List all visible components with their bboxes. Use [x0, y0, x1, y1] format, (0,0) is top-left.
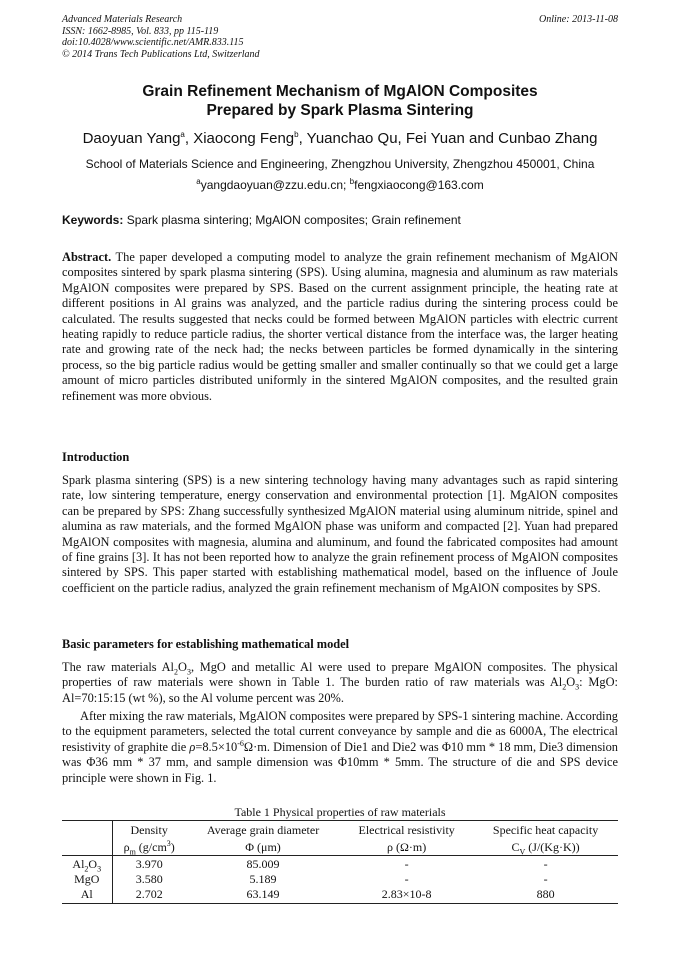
email-a-mark: a [196, 177, 201, 186]
table-caption: Table 1 Physical properties of raw materials [234, 805, 446, 819]
author-2-mark: b [294, 130, 299, 139]
p2-text-3: Ω·m. Dimension of Die1 and Die2 was Φ10 mm * 18 mm, Die3 dimension was Φ36 mm * 37 mm, and sample dimension was Φ10mm * 5mm. The structure of die and SPS device principle were shown in Fig. 1. [62, 739, 618, 785]
material-sub-1: 2 [84, 864, 89, 874]
heat-symbol: C [511, 840, 520, 854]
row-heat-capacity: - [543, 857, 548, 871]
online-date: Online: 2013-11-08 [539, 14, 618, 25]
keywords-label: Keywords: [62, 213, 124, 227]
p1-text-5: : MgO: Al=70:15:15 (wt %), so the Al volume percent was 20%. [62, 675, 618, 705]
row-density: 3.970 [135, 857, 163, 871]
p2-rho-symbol: ρ [189, 739, 196, 754]
author-sep: , [184, 130, 194, 147]
row-diameter: 63.149 [186, 886, 340, 904]
header-material-unit [62, 838, 112, 856]
table-header-row-1 [62, 821, 618, 839]
header-resistivity-unit: ρ (Ω·m) [340, 838, 473, 856]
p1-text-4: O [566, 675, 576, 690]
row-heat-capacity: 880 [473, 886, 618, 904]
email-b-mark: b [349, 177, 355, 186]
header-resistivity: Electrical resistivity [340, 821, 473, 839]
table-row [62, 871, 618, 886]
row-diameter: 5.189 [249, 872, 277, 886]
header-diameter-unit: Φ (μm) [186, 838, 340, 856]
author-2: Xiaocong Feng [193, 130, 295, 147]
table-row [62, 886, 618, 904]
table-row [62, 856, 618, 872]
p2-text-2: =8.5×10 [195, 739, 238, 754]
keywords-text: Spark plasma sintering; MgAlON composites; Grain refinement [123, 213, 461, 227]
basic-paragraph-2 [62, 709, 618, 786]
header-diameter: Average grain diameter [186, 821, 340, 839]
header-density-unit [112, 838, 186, 856]
p1-sub-1: 2 [173, 667, 178, 677]
material-text-2: O [88, 857, 98, 871]
abstract-paragraph [62, 250, 618, 404]
email-b: fengxiaocong@163.com [354, 178, 484, 192]
abstract-label: Abstract. [62, 250, 112, 264]
density-sub: m [129, 847, 136, 857]
heat-sub: V [519, 847, 526, 857]
copyright-line: © 2014 Trans Tech Publications Ltd, Switzerland [62, 48, 260, 60]
introduction-heading: Introduction [62, 450, 130, 464]
author-list [62, 130, 618, 147]
author-1: Daoyuan Yang [82, 130, 181, 147]
p1-text-3: , MgO and metallic Al were used to prepare MgAlON composites. The physical properties of raw materials were shown in Table 1. The burden ratio of raw materials was Al [62, 660, 619, 690]
heat-unit-text: (J/(Kg·K)) [525, 840, 580, 854]
issn-line: ISSN: 1662-8985, Vol. 833, pp 115-119 [62, 25, 219, 37]
p1-sub-4: 3 [575, 682, 580, 692]
material-text-1: Al [72, 857, 85, 871]
author-1-mark: a [180, 130, 185, 139]
header-heat-capacity: Specific heat capacity [473, 821, 618, 839]
p1-text-2: O [177, 660, 187, 674]
properties-table [62, 820, 618, 904]
journal-header [62, 14, 618, 60]
row-material: Al [62, 886, 112, 904]
title-line-2: Prepared by Spark Plasma Sintering [206, 102, 474, 119]
introduction-paragraph: Spark plasma sintering (SPS) is a new sintering technology having many advantages such as rapid sintering rate, low sintering temperature, energy conservation and environmental protection [1]. MgAlON composites can be prepared by SPS: Zhang successfully synthesized MgAlON material using aluminum nitride, spinel and alumina as raw materials, and the formed MgAlON phase was uniform and compacted [2]. Yuan had prepared MgAlON composites with magnesia, alumina and aluminum, and found the fabricated composites had amount of fine grains [3]. It has not been reported how to analyze the grain refinement process of MgAlON composites sintered by SPS. This paper started with establishing mathematical model, based on the influence of Joule coefficient on the particle radius, analyzed the grain refinement mechanism of MgAlON composites by SPS. [62, 473, 618, 595]
row-resistivity: - [404, 872, 409, 886]
journal-name: Advanced Materials Research [62, 14, 183, 25]
density-unit-close: ) [170, 840, 175, 854]
doi-line: doi:10.4028/www.scientific.net/AMR.833.115 [62, 37, 244, 48]
density-sup: 3 [166, 839, 171, 848]
table-header-row-2 [62, 838, 618, 856]
p1-sub-2: 3 [186, 667, 191, 677]
abstract-text: The paper developed a computing model to analyze the grain refinement mechanism of MgAlON composites sintered by spark plasma sintering (SPS). Using alumina, magnesia and aluminum as raw materials MgAlON composites were prepared by SPS. Based on the current assignment principle, the heating rate at different positions in Al grains was analyzed, and the particle radius during the sintering process could be calculated. The results suggested that necks could be formed between MgAlON particles with electric current heating rapidly to reduce particle radius, the shorter vertical distance from the interface was, the larger heating rate and growing rate of the neck had; the necks between particles be formed dynamically in the sintering process, so the big particle radius would be getting smaller and smaller continually so that we could get a large amount of micro particles distributed uniformly in the sintered MgAlON composites, and the resulted grain refinement was more obvious. [62, 250, 618, 403]
density-symbol: ρ [123, 840, 130, 854]
author-emails [62, 178, 618, 192]
row-resistivity: - [404, 857, 409, 871]
p1-text-1: The raw materials Al [62, 660, 174, 674]
row-diameter: 85.009 [246, 857, 280, 871]
p1-sub-3: 2 [562, 682, 567, 692]
other-authors: , Yuanchao Qu, Fei Yuan and Cunbao Zhang [298, 130, 598, 147]
row-resistivity: 2.83×10-8 [340, 886, 473, 904]
material-sub-2: 3 [97, 864, 102, 874]
density-unit-text: (g/cm [135, 840, 167, 854]
p2-exponent: -6 [237, 738, 244, 748]
title-line-1: Grain Refinement Mechanism of MgAlON Composites [142, 83, 538, 100]
row-density: 3.580 [135, 872, 163, 886]
header-density: Density [112, 821, 186, 839]
paper-title [62, 82, 618, 120]
row-heat-capacity: - [543, 872, 548, 886]
email-a: yangdaoyuan@zzu.edu.cn; [200, 178, 350, 192]
row-material: MgO [62, 871, 112, 886]
basic-paragraph-1 [62, 660, 618, 706]
header-material [62, 821, 112, 839]
affiliation: School of Materials Science and Engineering, Zhengzhou University, Zhengzhou 450001, China [85, 157, 595, 171]
row-material [62, 856, 112, 872]
p2-text-1: After mixing the raw materials, MgAlON composites were prepared by SPS-1 sintering machine. According to the equipment parameters, selected the total current conveyance by sample and die as 6000A, The electrical resistivity of graphite die [62, 709, 618, 754]
row-density: 2.702 [112, 886, 186, 904]
basic-parameters-heading: Basic parameters for establishing mathematical model [62, 637, 350, 651]
header-heat-unit [473, 838, 618, 856]
keywords [62, 213, 618, 227]
